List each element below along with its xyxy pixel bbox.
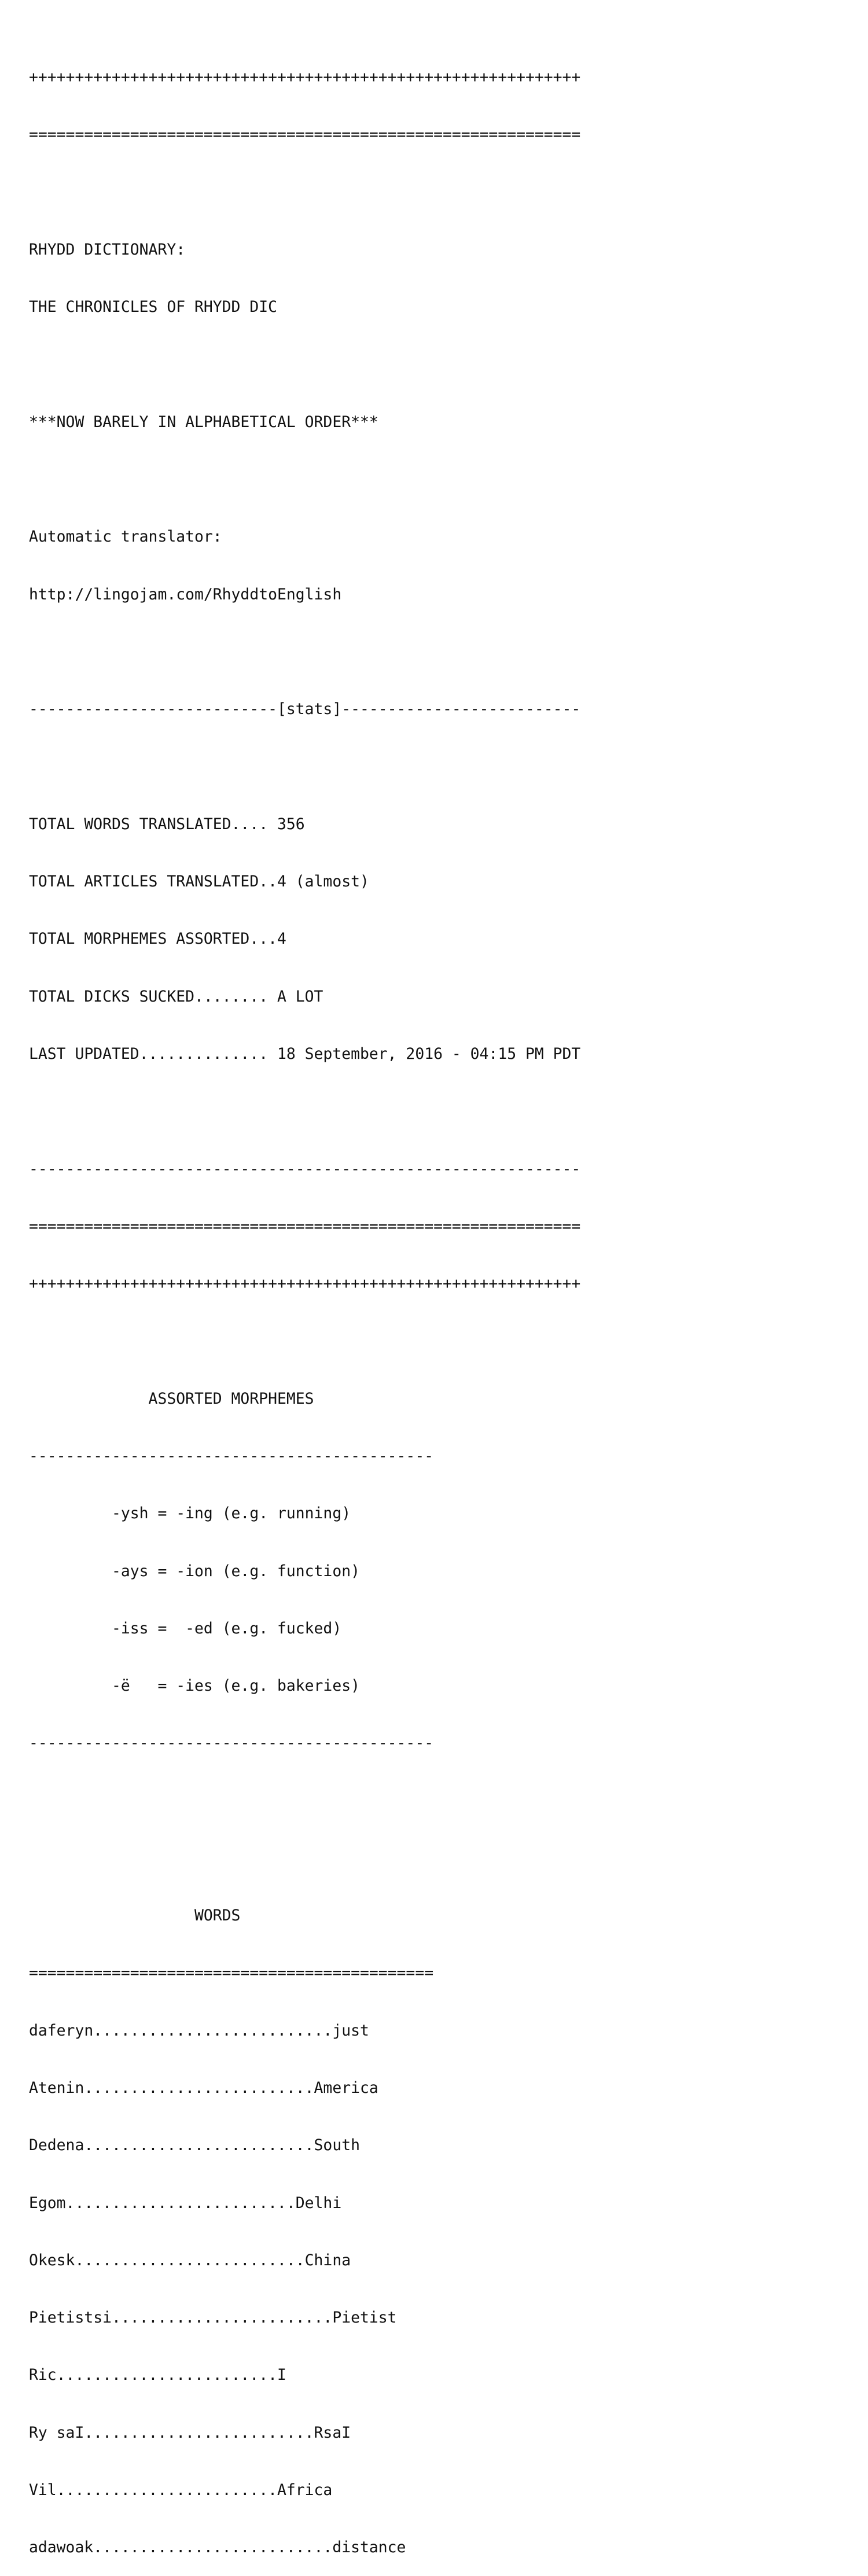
word-entry: Dedena.........................South: [29, 2136, 360, 2155]
dash-rule: ------------------------------------------------------------: [29, 1160, 581, 1178]
document-title: RHYDD DICTIONARY:: [29, 241, 186, 259]
blank-line: [29, 470, 580, 489]
word-entry: adawoak..........................distance: [29, 2538, 406, 2557]
translator-label: Automatic translator:: [29, 528, 222, 546]
words-rule: ============================================: [29, 1964, 434, 1982]
equals-rule: ============================================================: [29, 1217, 581, 1235]
morphemes-rule-bottom: --------------------------------------------: [29, 1734, 434, 1753]
word-entry: Atenin.........................America: [29, 2079, 378, 2097]
plus-rule: ++++++++++++++++++++++++++++++++++++++++++++++++++++++++++++: [29, 1275, 581, 1293]
words-heading: WORDS: [29, 1907, 241, 1925]
equals-rule-top: ============================================================: [29, 126, 581, 144]
document-subtitle: THE CHRONICLES OF RHYDD DIC: [29, 298, 277, 317]
word-entry: Vil........................Africa: [29, 2481, 333, 2499]
blank-line: [29, 1331, 580, 1350]
morphemes-heading: ASSORTED MORPHEMES: [29, 1389, 314, 1408]
blank-line: [29, 1102, 580, 1121]
alphabetical-notice: ***NOW BARELY IN ALPHABETICAL ORDER***: [29, 413, 378, 431]
morpheme-item: -ays = -ion (e.g. function): [29, 1562, 360, 1580]
stat-articles-translated: TOTAL ARTICLES TRANSLATED..4 (almost): [29, 873, 369, 891]
morphemes-rule-top: --------------------------------------------: [29, 1447, 434, 1465]
word-entry: Egom.........................Delhi: [29, 2194, 342, 2212]
word-entry: Pietistsi........................Pietist: [29, 2309, 397, 2327]
word-entry: daferyn..........................just: [29, 2021, 369, 2040]
stat-dicks-sucked: TOTAL DICKS SUCKED........ A LOT: [29, 987, 323, 1006]
plus-rule-top: ++++++++++++++++++++++++++++++++++++++++++++++++++++++++++++: [29, 68, 581, 87]
blank-line: [29, 642, 580, 661]
stat-morphemes-assorted: TOTAL MORPHEMES ASSORTED...4: [29, 930, 286, 948]
morpheme-item: -ë = -ies (e.g. bakeries): [29, 1677, 360, 1695]
blank-line: [29, 1791, 580, 1810]
document-page: [29, 30, 580, 2576]
word-entry: Ry saI.........................RsaI: [29, 2423, 351, 2442]
blank-line: [29, 355, 580, 374]
morpheme-item: -iss = -ed (e.g. fucked): [29, 1619, 342, 1637]
word-entry: Ric........................I: [29, 2366, 286, 2384]
translator-url: http://lingojam.com/RhyddtoEnglish: [29, 585, 342, 603]
morpheme-item: -ysh = -ing (e.g. running): [29, 1504, 351, 1523]
blank-line: [29, 183, 580, 202]
word-entry: Okesk.........................China: [29, 2251, 351, 2269]
stats-rule: ---------------------------[stats]--------------------------: [29, 700, 581, 719]
stat-words-translated: TOTAL WORDS TRANSLATED.... 356: [29, 815, 305, 833]
blank-line: [29, 1849, 580, 1868]
blank-line: [29, 757, 580, 777]
stat-last-updated: LAST UPDATED.............. 18 September, 2016 - 04:15 PM PDT: [29, 1044, 581, 1063]
